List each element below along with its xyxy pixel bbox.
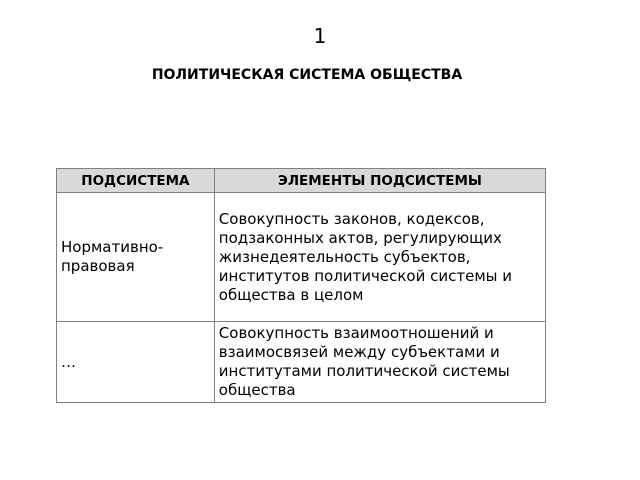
- subsystem-cell: …: [57, 322, 215, 403]
- table-row: [57, 193, 546, 322]
- page-title: ПОЛИТИЧЕСКАЯ СИСТЕМА ОБЩЕСТВА: [151, 67, 463, 83]
- elements-cell: Совокупность взаимоотношений и взаимосвязей между субъектами и институтами политической системы общества: [214, 322, 545, 403]
- table-header-row: [57, 169, 546, 193]
- subsystems-table: [56, 168, 546, 403]
- table-row: [57, 322, 546, 403]
- page-number: 1: [313, 24, 327, 48]
- subsystem-cell: Нормативно-правовая: [57, 193, 215, 322]
- header-elements: ЭЛЕМЕНТЫ ПОДСИСТЕМЫ: [214, 169, 545, 193]
- elements-cell: Совокупность законов, кодексов, подзаконных актов, регулирующих жизнедеятельность субъектов, институтов политической системы и общества в целом: [214, 193, 545, 322]
- header-subsystem: ПОДСИСТЕМА: [57, 169, 215, 193]
